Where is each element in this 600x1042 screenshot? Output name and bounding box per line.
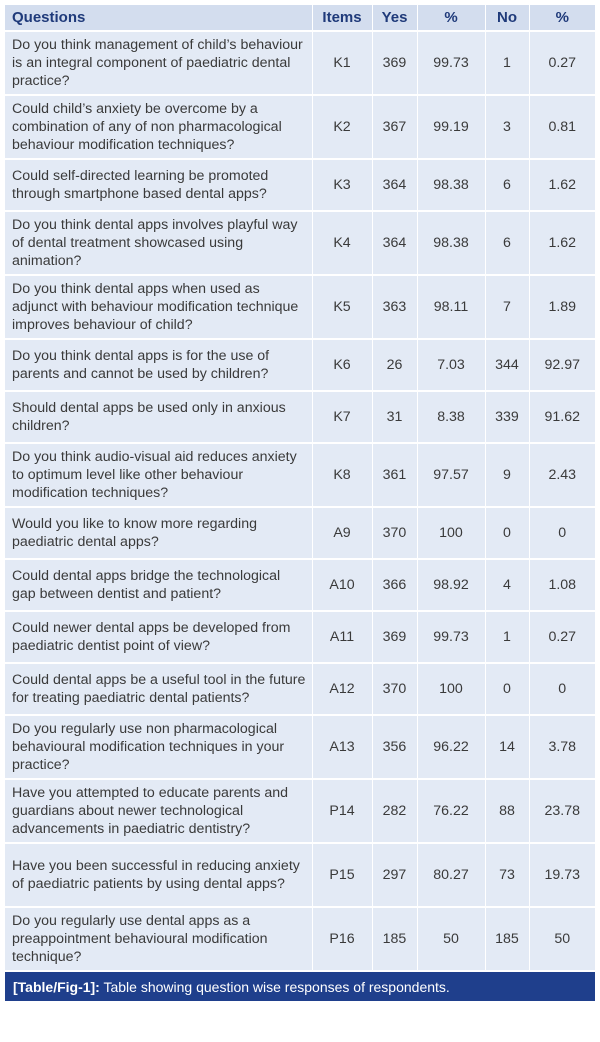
no-count-cell: 1 — [485, 611, 529, 663]
question-cell: Should dental apps be used only in anxious children? — [5, 391, 312, 443]
no-percent-cell: 23.78 — [529, 779, 595, 843]
no-percent-cell: 50 — [529, 907, 595, 971]
table-row — [5, 211, 595, 275]
yes-percent-cell: 99.73 — [417, 31, 485, 95]
question-cell: Could self-directed learning be promoted through smartphone based dental apps? — [5, 159, 312, 211]
no-count-cell: 4 — [485, 559, 529, 611]
item-cell: A10 — [312, 559, 372, 611]
table-row — [5, 391, 595, 443]
no-count-cell: 344 — [485, 339, 529, 391]
item-cell: K4 — [312, 211, 372, 275]
no-percent-cell: 1.08 — [529, 559, 595, 611]
item-cell: K3 — [312, 159, 372, 211]
table-row — [5, 843, 595, 907]
yes-count-cell: 185 — [372, 907, 417, 971]
no-count-cell: 6 — [485, 211, 529, 275]
header-yes-percent: % — [417, 5, 485, 31]
header-yes: Yes — [372, 5, 417, 31]
no-count-cell: 0 — [485, 663, 529, 715]
table-row — [5, 663, 595, 715]
question-cell: Could newer dental apps be developed from paediatric dentist point of view? — [5, 611, 312, 663]
question-cell: Have you attempted to educate parents and guardians about newer technological advancements in paediatric dentistry? — [5, 779, 312, 843]
item-cell: K5 — [312, 275, 372, 339]
yes-percent-cell: 100 — [417, 507, 485, 559]
yes-percent-cell: 98.11 — [417, 275, 485, 339]
no-count-cell: 73 — [485, 843, 529, 907]
yes-percent-cell: 97.57 — [417, 443, 485, 507]
table-row — [5, 275, 595, 339]
no-percent-cell: 2.43 — [529, 443, 595, 507]
figure — [5, 5, 595, 1001]
item-cell: K2 — [312, 95, 372, 159]
item-cell: K8 — [312, 443, 372, 507]
table-row — [5, 443, 595, 507]
question-cell: Do you think dental apps when used as adjunct with behaviour modification technique improves behaviour of child? — [5, 275, 312, 339]
no-count-cell: 14 — [485, 715, 529, 779]
yes-percent-cell: 98.92 — [417, 559, 485, 611]
item-cell: K7 — [312, 391, 372, 443]
yes-count-cell: 364 — [372, 211, 417, 275]
question-cell: Do you think audio-visual aid reduces anxiety to optimum level like other behaviour modification techniques? — [5, 443, 312, 507]
yes-percent-cell: 100 — [417, 663, 485, 715]
item-cell: K6 — [312, 339, 372, 391]
no-percent-cell: 1.62 — [529, 159, 595, 211]
table-row — [5, 907, 595, 971]
yes-percent-cell: 96.22 — [417, 715, 485, 779]
question-cell: Do you think dental apps involves playful way of dental treatment showcased using animation? — [5, 211, 312, 275]
yes-percent-cell: 80.27 — [417, 843, 485, 907]
question-cell: Do you think management of child’s behaviour is an integral component of paediatric dental practice? — [5, 31, 312, 95]
question-cell: Could child’s anxiety be overcome by a combination of any of non pharmacological behaviour modification techniques? — [5, 95, 312, 159]
yes-percent-cell: 76.22 — [417, 779, 485, 843]
no-count-cell: 3 — [485, 95, 529, 159]
no-percent-cell: 0.27 — [529, 31, 595, 95]
table-header-row — [5, 5, 595, 31]
yes-count-cell: 369 — [372, 611, 417, 663]
caption-row — [5, 971, 595, 1001]
question-cell: Do you regularly use non pharmacological behavioural modification techniques in your practice? — [5, 715, 312, 779]
table-row — [5, 559, 595, 611]
yes-count-cell: 297 — [372, 843, 417, 907]
no-count-cell: 7 — [485, 275, 529, 339]
no-count-cell: 88 — [485, 779, 529, 843]
yes-count-cell: 370 — [372, 663, 417, 715]
no-count-cell: 9 — [485, 443, 529, 507]
table-row — [5, 715, 595, 779]
question-cell: Have you been successful in reducing anxiety of paediatric patients by using dental apps? — [5, 843, 312, 907]
no-percent-cell: 3.78 — [529, 715, 595, 779]
responses-table — [5, 5, 595, 1001]
table-row — [5, 339, 595, 391]
no-percent-cell: 1.62 — [529, 211, 595, 275]
yes-count-cell: 282 — [372, 779, 417, 843]
item-cell: A11 — [312, 611, 372, 663]
yes-count-cell: 361 — [372, 443, 417, 507]
question-cell: Could dental apps be a useful tool in the future for treating paediatric dental patients? — [5, 663, 312, 715]
yes-count-cell: 364 — [372, 159, 417, 211]
caption-text: Table showing question wise responses of respondents. — [99, 978, 450, 995]
header-no: No — [485, 5, 529, 31]
item-cell: P16 — [312, 907, 372, 971]
no-percent-cell: 92.97 — [529, 339, 595, 391]
yes-percent-cell: 98.38 — [417, 211, 485, 275]
yes-count-cell: 366 — [372, 559, 417, 611]
no-count-cell: 185 — [485, 907, 529, 971]
item-cell: A12 — [312, 663, 372, 715]
header-questions: Questions — [5, 5, 312, 31]
item-cell: P14 — [312, 779, 372, 843]
no-percent-cell: 0 — [529, 663, 595, 715]
no-percent-cell: 0 — [529, 507, 595, 559]
yes-percent-cell: 7.03 — [417, 339, 485, 391]
table-row — [5, 507, 595, 559]
yes-count-cell: 367 — [372, 95, 417, 159]
yes-percent-cell: 99.73 — [417, 611, 485, 663]
table-row — [5, 159, 595, 211]
table-row — [5, 31, 595, 95]
no-count-cell: 339 — [485, 391, 529, 443]
item-cell: A13 — [312, 715, 372, 779]
yes-percent-cell: 50 — [417, 907, 485, 971]
question-cell: Do you regularly use dental apps as a preappointment behavioural modification technique? — [5, 907, 312, 971]
table-row — [5, 95, 595, 159]
no-percent-cell: 1.89 — [529, 275, 595, 339]
table-row — [5, 611, 595, 663]
yes-percent-cell: 98.38 — [417, 159, 485, 211]
yes-count-cell: 31 — [372, 391, 417, 443]
table-row — [5, 779, 595, 843]
item-cell: A9 — [312, 507, 372, 559]
yes-count-cell: 356 — [372, 715, 417, 779]
question-cell: Would you like to know more regarding paediatric dental apps? — [5, 507, 312, 559]
caption-label: [Table/Fig-1]: — [13, 978, 100, 995]
question-cell: Do you think dental apps is for the use of parents and cannot be used by children? — [5, 339, 312, 391]
header-items: Items — [312, 5, 372, 31]
item-cell: P15 — [312, 843, 372, 907]
no-count-cell: 1 — [485, 31, 529, 95]
no-count-cell: 6 — [485, 159, 529, 211]
yes-percent-cell: 8.38 — [417, 391, 485, 443]
yes-count-cell: 370 — [372, 507, 417, 559]
yes-percent-cell: 99.19 — [417, 95, 485, 159]
no-percent-cell: 0.27 — [529, 611, 595, 663]
no-percent-cell: 0.81 — [529, 95, 595, 159]
yes-count-cell: 26 — [372, 339, 417, 391]
no-percent-cell: 19.73 — [529, 843, 595, 907]
table-caption — [5, 971, 595, 1001]
yes-count-cell: 363 — [372, 275, 417, 339]
yes-count-cell: 369 — [372, 31, 417, 95]
no-percent-cell: 91.62 — [529, 391, 595, 443]
header-no-percent: % — [529, 5, 595, 31]
question-cell: Could dental apps bridge the technological gap between dentist and patient? — [5, 559, 312, 611]
no-count-cell: 0 — [485, 507, 529, 559]
item-cell: K1 — [312, 31, 372, 95]
